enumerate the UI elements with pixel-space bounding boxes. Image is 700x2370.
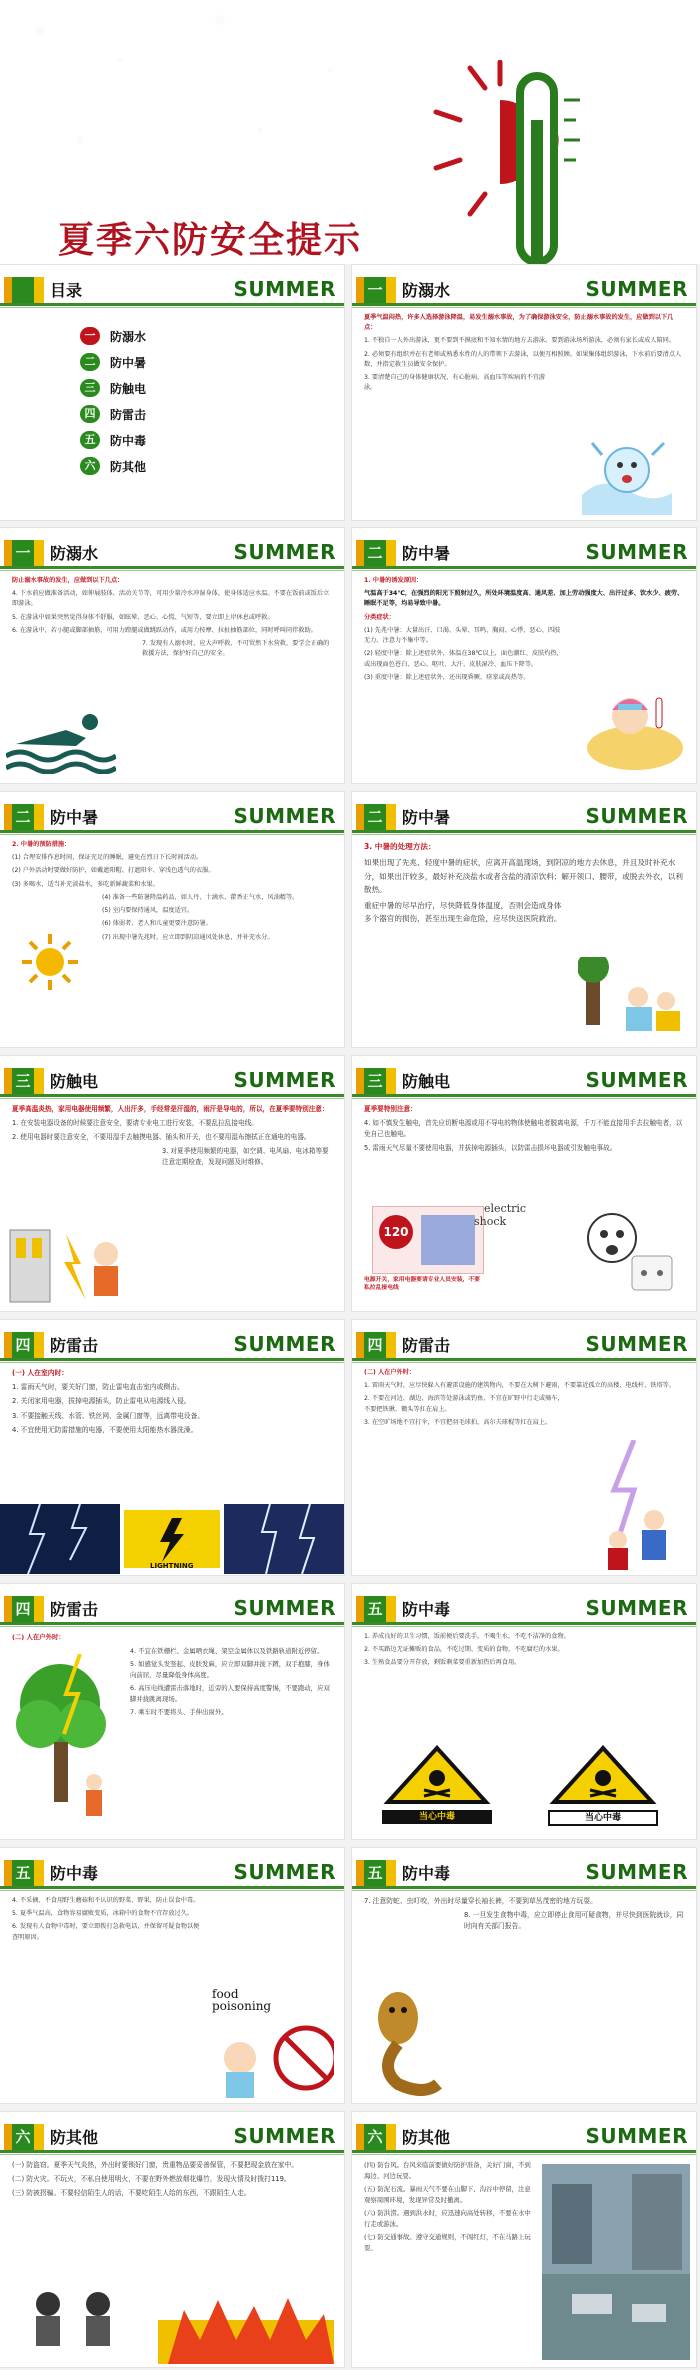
paragraph: (1) 先兆中暑：大量出汗、口渴、头晕、耳鸣、胸闷、心悸、恶心、四肢无力、注意力不集中等。 <box>364 626 561 645</box>
toc-item-drowning[interactable] <box>80 325 320 347</box>
first-aid-icon <box>578 957 688 1041</box>
flood-photo-icon <box>542 2164 690 2360</box>
header-mark: 二 <box>12 804 34 830</box>
food-word: food <box>212 1987 239 2001</box>
poison-sign-label: 当心中毒 <box>382 1810 492 1824</box>
paragraph: 1. 雷雨天气时，要关好门窗，防止雷电直击室内或侧击。 <box>12 1383 184 1392</box>
paragraph: 6. 高压电线遭雷击落地时，近旁的人要保持高度警惕，不要跑动，应双脚并拢跳离现场。 <box>130 1684 330 1703</box>
paragraph: 5. 在游泳中如果突然觉得身体不舒服，如眩晕、恶心、心慌、气短等，要立即上岸休息或呼救。 <box>12 613 274 621</box>
drowning-cartoon-icon <box>572 435 682 515</box>
paragraph: (3) 多喝水，适当补充淡盐水，多吃新鲜蔬菜和水果。 <box>12 880 159 888</box>
slide-title: 防中毒 <box>402 1600 451 1619</box>
emergency-caption: 电源开关，家用电器要请专业人员安装，不要私拉乱接电线 <box>364 1277 480 1292</box>
header-mark: 四 <box>12 1332 34 1358</box>
slide-body <box>364 1632 684 1672</box>
slide-title: 防中暑 <box>50 808 99 827</box>
slide-body <box>12 840 332 946</box>
section-heading: 3. 中暑的处理方法： <box>364 842 436 851</box>
paragraph: (5) 室内要保持通风，温度适宜。 <box>102 907 194 915</box>
header-mark: 一 <box>364 277 386 303</box>
slide-lightning-2 <box>352 1320 696 1575</box>
paragraph: 7. 发现有人溺水时，应大声呼救，不可贸然下水营救，要学会正确的救援方法，保护好自己的安全。 <box>142 640 330 658</box>
paragraph: 3. 不要接触天线、水管、铁丝网、金属门窗等，远离带电设备。 <box>12 1411 205 1420</box>
slide-body <box>12 1896 332 1946</box>
toc-slide <box>0 265 344 520</box>
toc-num: 一 <box>80 327 100 345</box>
paragraph: (一) 防盗窃。夏季天气炎热，外出时要锁好门窗，贵重物品要妥善保管，不要把现金放在家中。 <box>12 2161 299 2169</box>
header-mark: 三 <box>364 1068 386 1094</box>
toc-title: 目录 <box>50 281 83 300</box>
slide-header <box>352 275 696 309</box>
slide-body <box>364 1368 684 1431</box>
summer-wordmark: SUMMER <box>233 1860 336 1884</box>
slide-header <box>0 802 344 836</box>
paragraph: 4. 不宜使用无防雷措施的电器，不要使用太阳能热水器洗澡。 <box>12 1425 198 1434</box>
slide-title: 防雷击 <box>402 1336 451 1355</box>
paragraph: (七) 防交通事故。遵守交通规则，不闯红灯，不在马路上玩耍。 <box>364 2233 531 2252</box>
paragraph: (6) 体弱者、老人和儿童更要注意防暑。 <box>102 920 212 928</box>
slide-header <box>0 1066 344 1100</box>
slide-header <box>0 275 344 309</box>
slide-body <box>12 1104 332 1170</box>
slide-title: 防溺水 <box>50 544 99 563</box>
toc-item-electric[interactable] <box>80 377 320 399</box>
header-mark: 六 <box>364 2124 386 2150</box>
summer-wordmark: SUMMER <box>585 804 688 828</box>
slide-electric-1 <box>0 1056 344 1311</box>
paragraph: 2. 不买路边无证摊贩的食品，不吃过期、变质的食物，不吃腐烂的水果。 <box>364 1646 564 1654</box>
emergency-poster <box>372 1206 484 1274</box>
paragraph: 5. 夏季气温高，食物容易腐败变质，冰箱中的食物不宜存放过久。 <box>12 1910 194 1918</box>
paragraph: 2. 关闭家用电器，拔掉电源插头，防止雷电从电源线入侵。 <box>12 1397 191 1406</box>
header-mark: 二 <box>364 804 386 830</box>
slide-heatstroke-1 <box>352 528 696 783</box>
lead-text: (二) 人在户外时： <box>364 1369 416 1376</box>
paragraph: 6. 在游泳中，若小腿或脚部抽筋，可用力蹬腿或做跳跃动作，或用力按摩、拉扯抽筋部位，同时呼叫同伴救助。 <box>12 626 317 634</box>
paragraph: (7) 出现中暑先兆时，应立即到阴凉通风处休息，并补充水分。 <box>102 933 274 941</box>
food-poisoning-icon <box>210 2018 334 2098</box>
paragraph: (2) 户外活动时要做好防护，如戴遮阳帽、打遮阳伞、穿浅色透气的衣服。 <box>12 867 215 875</box>
tree-lightning-icon <box>10 1654 120 1824</box>
paragraph: 1. 雷雨天气时，应尽快躲入有避雷设施的建筑物内，不要在大树下避雨，不要靠近孤立的高楼、电线杆、铁塔等。 <box>364 1382 676 1390</box>
slide-title: 防溺水 <box>402 281 451 300</box>
slide-title: 防触电 <box>402 1072 451 1091</box>
paragraph: (三) 防被拐骗。不要轻信陌生人的话，不要吃陌生人给的东西，不跟陌生人走。 <box>12 2189 251 2198</box>
slide-poison-3 <box>352 1848 696 2103</box>
toc-item-lightning[interactable] <box>80 403 320 425</box>
slide-body <box>364 1896 684 1936</box>
summer-wordmark: SUMMER <box>585 1332 688 1356</box>
header-mark: 五 <box>364 1860 386 1886</box>
slide-body <box>364 313 684 397</box>
emergency-120-badge: 120 <box>379 1215 413 1249</box>
slide-title: 防中暑 <box>402 544 451 563</box>
header-mark: 六 <box>12 2124 34 2150</box>
slide-poison-2 <box>0 1848 344 2103</box>
food-poisoning-label <box>212 1988 271 2012</box>
cover-title: 夏季六防安全提示 <box>58 219 363 261</box>
header-mark: 一 <box>12 540 34 566</box>
paragraph: 1. 养成良好的卫生习惯，饭前便后要洗手，不喝生水，不吃不洁净的食物。 <box>364 1633 570 1640</box>
slide-body <box>12 1632 335 1721</box>
paragraph: 6. 发现有人食物中毒时，要立即拨打急救电话，并保留可疑食物以便查明原因。 <box>12 1923 200 1941</box>
toc-item-other[interactable] <box>80 455 320 477</box>
paragraph: 5. 如感觉头发竖起、皮肤发麻，应立即双脚并拢下蹲，双手抱膝，身体向前屈，尽量降低身体高度。 <box>130 1660 330 1679</box>
slide-body <box>364 576 684 686</box>
lightning-warning-label: LIGHTNING <box>150 1562 194 1570</box>
header-mark <box>12 277 34 303</box>
slide-title: 防其他 <box>402 2128 451 2147</box>
slide-other-2 <box>352 2112 696 2367</box>
lightning-strike-person-icon <box>584 1440 688 1570</box>
paragraph: (四) 防台风。台风来临前要做好防护准备，关好门窗，不到海边、河边玩耍。 <box>364 2161 531 2180</box>
paragraph: 2. 不要在河边、湖边、海滨等处游泳或钓鱼，不宜在旷野中行走或骑车，不要把铁锹、锄头等扛在肩上。 <box>364 1395 564 1413</box>
toc-label: 防雷击 <box>110 408 147 422</box>
paragraph: 7. 乘车时不要将头、手伸出窗外。 <box>130 1708 228 1717</box>
slide-header <box>0 538 344 572</box>
warning-triangle-icon <box>548 1744 658 1806</box>
summer-wordmark: SUMMER <box>233 2124 336 2148</box>
slide-heatstroke-3 <box>352 792 696 1047</box>
summer-wordmark: SUMMER <box>233 804 336 828</box>
toc-label: 防溺水 <box>110 330 147 344</box>
shocked-face-icon <box>572 1206 682 1296</box>
thief-and-fire-icon <box>8 2280 334 2364</box>
slide-other-1 <box>0 2112 344 2367</box>
summer-wordmark: SUMMER <box>585 1860 688 1884</box>
slide-header <box>352 538 696 572</box>
slide-header <box>352 2122 696 2156</box>
summer-wordmark: SUMMER <box>585 1596 688 1620</box>
slide-header <box>352 1066 696 1100</box>
lead-text: 夏季气温闷热，许多人选择游泳降温，易发生溺水事故，为了确保游泳安全，防止溺水事故的发生，应做到以下几点： <box>364 314 674 332</box>
slide-title: 防触电 <box>50 1072 99 1091</box>
paragraph: (2) 轻度中暑：除上述症状外，体温在38℃以上，面色潮红、皮肤灼热，或出现面色苍白、恶心、呕吐、大汗、皮肤湿冷、血压下降等。 <box>364 650 563 668</box>
toc-label: 防其他 <box>110 460 147 474</box>
section-heading: 1. 中暑的诱发原因： <box>364 577 423 584</box>
header-mark: 二 <box>364 540 386 566</box>
paragraph: (3) 重度中暑：除上述症状外，还出现昏厥、痉挛或高热等。 <box>364 673 530 681</box>
cover-slide <box>0 0 700 264</box>
slide-lightning-1 <box>0 1320 344 1575</box>
poison-sign-1 <box>382 1744 492 1824</box>
lead-text: 夏季要特别注意： <box>364 1105 417 1113</box>
paragraph: 4. 下水前应做准备活动，如伸展肢体、活动关节等，可用少量冷水冲湿身体，使身体适应水温。不要在饭前或饭后立即游泳。 <box>12 590 330 608</box>
toc-num: 三 <box>80 379 100 397</box>
slide-header <box>352 802 696 836</box>
slide-header <box>0 1330 344 1364</box>
slide-header <box>352 1594 696 1628</box>
slide-title: 防中暑 <box>402 808 451 827</box>
warning-triangle-icon <box>382 1744 492 1806</box>
slide-heatstroke-2 <box>0 792 344 1047</box>
slide-title: 防雷击 <box>50 1600 99 1619</box>
toc-label: 防触电 <box>110 382 147 396</box>
slide-title: 防中毒 <box>402 1864 451 1883</box>
summer-wordmark: SUMMER <box>585 277 688 301</box>
paragraph: (4) 准备一些防暑降温药品，如人丹、十滴水、藿香正气水、风油精等。 <box>102 893 299 901</box>
header-mark: 五 <box>12 1860 34 1886</box>
paragraph: 4. 不采摘、不食用野生蘑菇和不认识的野菜、野果，防止误食中毒。 <box>12 1897 200 1904</box>
paragraph: 5. 雷雨天气尽量不要使用电器，并拔掉电源插头，以防雷击损坏电器或引发触电事故。 <box>364 1143 617 1152</box>
toc-num: 二 <box>80 353 100 371</box>
paragraph: (六) 防洪涝。遇到洪水时，应迅速向高处转移，不要在水中行走或游泳。 <box>364 2209 531 2228</box>
slide-header <box>352 1858 696 1892</box>
toc-item-poison[interactable] <box>80 429 320 451</box>
poisoning-word: poisoning <box>212 1999 272 2013</box>
slide-title: 防其他 <box>50 2128 99 2147</box>
paragraph: 3. 要清楚自己的身体健康状况，有心脏病、高血压等疾病的不宜游泳。 <box>364 374 546 392</box>
toc-label: 防中暑 <box>110 356 147 370</box>
paragraph: (五) 防泥石流。暴雨天气不要在山脚下、沟谷中停留，注意观察周围环境，发现异常及时撤离。 <box>364 2185 531 2204</box>
summer-wordmark: SUMMER <box>233 1068 336 1092</box>
shock-word-2: shock <box>474 1215 507 1228</box>
paragraph: 2. 必须要有组织并在有老师或熟悉水性的人的带领下去游泳，以便互相照顾。如果集体组织游泳，下水前后要清点人数，并指定救生员做安全保护。 <box>364 350 682 368</box>
paragraph: 4. 如不慎发生触电，首先应切断电源或用不导电的物体使触电者脱离电源，千万不能直接用手去拉触电者，以免自己也触电。 <box>364 1118 683 1138</box>
lead-text: 夏季高温炎热，家用电器使用频繁，人出汗多，手经常是汗湿的，雨汗是导电的，所以，在夏季要特别注意： <box>12 1105 329 1113</box>
lead-text: (二) 人在户外时： <box>12 1633 65 1641</box>
slide-poison-1 <box>352 1584 696 1839</box>
header-mark: 四 <box>364 1332 386 1358</box>
paragraph: 3. 在空旷场地不宜打伞，不宜把羽毛球拍、高尔夫球棍等扛在肩上。 <box>364 1418 552 1426</box>
section-heading: 2. 中暑的预防措施： <box>12 841 71 848</box>
toc-label: 防中毒 <box>110 434 147 448</box>
slide-header <box>0 1858 344 1892</box>
paragraph: 8. 一旦发生食物中毒，应立即停止食用可疑食物，并尽快到医院就诊，同时向有关部门报告。 <box>464 1911 684 1931</box>
shock-word-1: electric <box>484 1202 527 1215</box>
slide-header <box>352 1330 696 1364</box>
sick-child-icon <box>582 678 688 774</box>
paragraph: 3. 生熟食品要分开存放，剩饭剩菜要重新加热后再食用。 <box>364 1659 521 1667</box>
thermometer-sun-icon <box>400 60 700 264</box>
paragraph: 如果出现了先兆、轻度中暑的症状，应离开高温现场，到阴凉的地方去休息，并且及时补充水分，如果出汗较多，最好补充淡盐水或者含盐的清凉饮料；解开领口、腰带，或脱去外衣，以利散热。 <box>364 858 683 894</box>
summer-wordmark: SUMMER <box>585 540 688 564</box>
header-mark: 五 <box>364 1596 386 1622</box>
slide-body <box>12 2160 332 2203</box>
toc-num: 四 <box>80 405 100 423</box>
slide-body <box>12 1368 332 1439</box>
paragraph: 3. 对夏季使用频繁的电器，如空调、电风扇、电冰箱等要注意定期检查，发现问题及时维修。 <box>162 1146 329 1166</box>
slide-title: 防雷击 <box>50 1336 99 1355</box>
poison-sign-label: 当心中毒 <box>548 1810 658 1826</box>
paragraph: 1. 在安装电器设备的时候要注意安全，要请专业电工进行安装，不要乱拉乱接电线。 <box>12 1118 258 1127</box>
toc-num: 六 <box>80 457 100 475</box>
paragraph: (1) 合理安排作息时间，保证充足的睡眠，避免在烈日下长时间活动。 <box>12 854 203 862</box>
slide-header <box>0 2122 344 2156</box>
cobra-snake-icon <box>358 1988 448 2098</box>
lead-text: 气温高于34℃，在强烈的阳光下照射过久，所处环境温度高、通风差、加上劳动强度大、出汗过多、饮水少、疲劳、睡眠不足等，均易导致中暑。 <box>364 590 684 608</box>
summer-wordmark: SUMMER <box>233 1332 336 1356</box>
summer-wordmark: SUMMER <box>233 1596 336 1620</box>
paragraph: 7. 注意防蛇、虫叮咬，外出时尽量穿长袖长裤，不要到草丛茂密的地方玩耍。 <box>364 1897 597 1905</box>
header-mark: 四 <box>12 1596 34 1622</box>
slide-electric-2 <box>352 1056 696 1311</box>
section-heading: 分类症状： <box>364 613 395 621</box>
slide-body <box>364 2160 534 2257</box>
slide-header <box>0 1594 344 1628</box>
paragraph: 4. 不宜在铁栅栏、金属晒衣绳、架空金属体以及铁路轨道附近停留。 <box>130 1646 324 1655</box>
slide-body <box>364 840 684 929</box>
summer-wordmark: SUMMER <box>585 2124 688 2148</box>
summer-wordmark: SUMMER <box>233 540 336 564</box>
poison-sign-2 <box>548 1744 658 1824</box>
paragraph: 2. 使用电器时要注意安全，不要用湿手去触摸电器、插头和开关，也不要用湿布擦拭正在通电的电器。 <box>12 1132 311 1141</box>
header-mark: 三 <box>12 1068 34 1094</box>
paragraph: 1. 不独自一人外出游泳，更不要到不摸底和不知水情的地方去游泳。要到游泳场所游泳，必须有家长或成人陪同。 <box>364 337 676 345</box>
summer-wordmark: SUMMER <box>233 277 336 301</box>
lead-text: (一) 人在室内时： <box>12 1369 69 1377</box>
swimmer-icon <box>6 708 116 774</box>
electric-panel-icon <box>6 1224 136 1306</box>
slide-drowning-1 <box>352 265 696 520</box>
slide-body <box>12 576 332 663</box>
slide-drowning-2 <box>0 528 344 783</box>
slide-body <box>364 1104 684 1157</box>
sun-icon <box>20 932 80 992</box>
slide-lightning-3 <box>0 1584 344 1839</box>
paragraph: (二) 防火灾。不玩火，不私自使用明火，不要在野外燃放烟花爆竹，发现火情及时拨打119。 <box>12 2175 291 2184</box>
slide-title: 防中毒 <box>50 1864 99 1883</box>
electric-shock-caption <box>474 1202 527 1228</box>
summer-wordmark: SUMMER <box>585 1068 688 1092</box>
toc-item-heatstroke[interactable] <box>80 351 320 373</box>
lead-text: 防止溺水事故的发生，应做到以下几点： <box>12 577 124 584</box>
paragraph: 重症中暑的尽早治疗，尽快降低身体温度，否则会造成身体多个器官的损伤，甚至出现生命危险，应尽快送医院救治。 <box>364 901 562 924</box>
toc-num: 五 <box>80 431 100 449</box>
